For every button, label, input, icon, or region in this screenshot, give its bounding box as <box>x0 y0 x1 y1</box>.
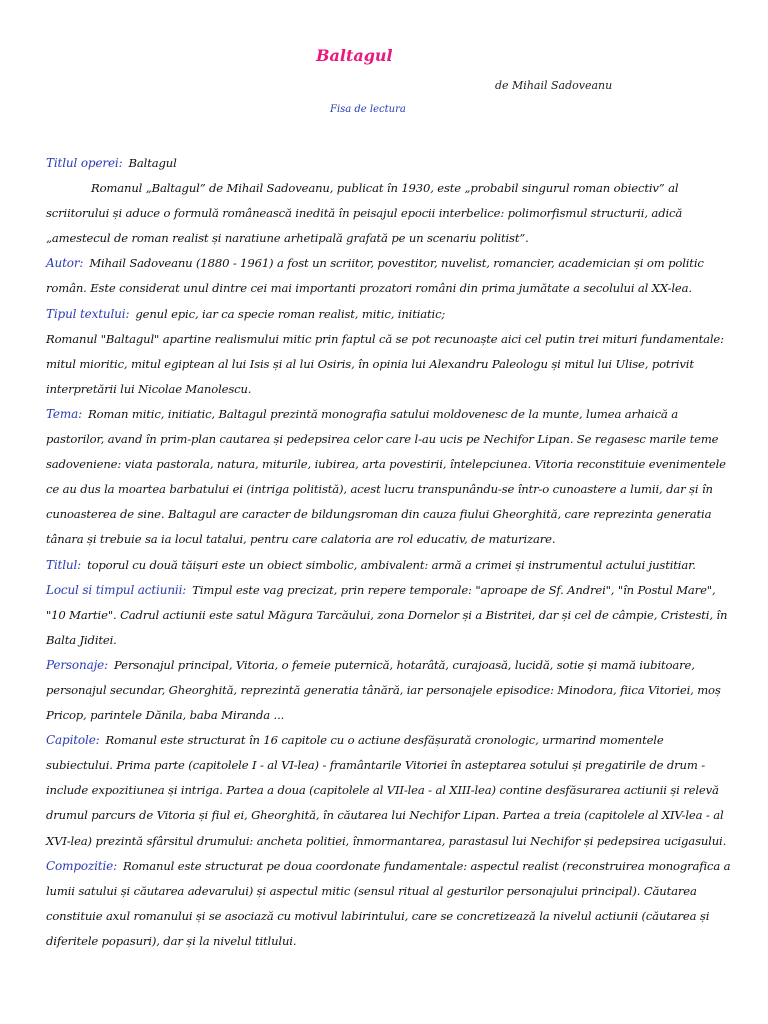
section-tipul-textului <box>46 302 732 327</box>
section-personaje <box>46 653 732 728</box>
section-compozitie <box>46 854 732 954</box>
document-author: de Mihail Sadoveanu <box>495 79 613 92</box>
label-autor: Autor: <box>46 256 84 271</box>
label-compozitie: Compozitie: <box>46 858 118 873</box>
label-locul: Locul si timpul actiunii: <box>46 582 187 597</box>
label-personaje: Personaje: <box>46 657 109 672</box>
section-titlul <box>46 553 732 578</box>
paragraph-intro: Romanul „Baltagul” de Mihail Sadoveanu, publicat în 1930, este „probabil singurul roman obiectiv” al scriitorului și aduce o formulă românească inedită în peisajul epocii interbelice: polimorfismul structurii, adică „amestecul de roman realist și naratiune arhetipală grafată pe un scenariu politist”. <box>46 181 683 246</box>
section-tema <box>46 402 732 553</box>
section-autor <box>46 251 732 301</box>
text-tema: Roman mitic, initiatic, Baltagul prezintă monografia satului moldovenesc de la munte, lumea arhaică a pastorilor, avand în prim-plan cautarea și pedepsirea celor care l-au ucis pe Nechifor Lipan. Se regasesc marile teme sadoveniene: viata pastorala, natura, miturile, iubirea, arta povestirii, întelepciunea. Vitoria reconstituie evenimentele ce au dus la moartea barbatului ei (intriga politistă), acest lucru transpunându-se într-o cunoastere a lumii, dar și în cunoasterea de sine. Baltagul are caracter de bildungsroman din cauza fiului Gheorghită, care reprezinta generatia tânara și trebuie sa ia locul tatalui, pentru care calatoria are rol educativ, de maturizare. <box>46 406 726 547</box>
document-body <box>46 151 732 954</box>
text-personaje: Personajul principal, Vitoria, o femeie puternică, hotarâtă, curajoasă, lucidă, sotie și mamă iubitoare, personajul secundar, Gheorghită, reprezintă generatia tânără, iar personajele episodice: Minodora, fiica Vitoriei, moș Pricop, parintele Dănila, baba Miranda ... <box>46 657 721 723</box>
document-title: Baltagul <box>316 46 393 65</box>
label-capitole: Capitole: <box>46 733 100 748</box>
text-locul: Timpul este vag precizat, prin repere temporale: "aproape de Sf. Andrei", "în Postul Mare", "10 Martie". Cadrul actiunii este satul Măgura Tarcăului, zona Dornelor și a Bistritei, dar și cel de câmpie, Cristesti, în Balta Jiditei. <box>46 582 728 647</box>
text-autor: Mihail Sadoveanu (1880 - 1961) a fost un scriitor, povestitor, nuvelist, romancier, academician și om politic român. Este considerat unul dintre cei mai importanti prozatori români din prima jumătate a secolului al XX-lea. <box>46 256 704 296</box>
label-tipul-textului: Tipul textului: <box>46 306 130 321</box>
label-titlul: Titlul: <box>46 557 82 572</box>
text-capitole: Romanul este structurat în 16 capitole cu o actiune desfășurată cronologic, urmarind momentele subiectului. Prima parte (capitolele I - al VI-lea) - framântarile Vitoriei în asteptarea sotului și pregatirile de drum - include expozitiunea și intriga. Partea a doua (capitolele al VII-lea - al XIII-lea) contine desfăsurarea actiunii și relevă drumul parcurs de Vitoria și fiul ei, Gheorghită, în căutarea lui Nechifor Lipan. Partea a treia (capitolele al XIV-lea - al XVI-lea) prezintă sfârsitul drumului: ancheta politiei, înmormantarea, parastasul lui Nechifor și pedepsirea ucigasului. <box>46 733 727 848</box>
section-titlu-operei <box>46 151 732 176</box>
text-tipul-textului: genul epic, iar ca specie roman realist, mitic, initiatic; <box>135 306 446 321</box>
section-locul <box>46 578 732 653</box>
document-subtitle: Fisa de lectura <box>330 104 406 115</box>
label-tema: Tema: <box>46 406 83 421</box>
text-titlu-operei: Baltagul <box>128 156 177 170</box>
text-titlul: toporul cu două tăișuri este un obiect simbolic, ambivalent: armă a crimei și instrumentul actului justitiar. <box>87 557 696 572</box>
label-titlu-operei: Titlul operei: <box>46 156 123 170</box>
section-capitole <box>46 728 732 853</box>
paragraph-mit: Romanul "Baltagul" apartine realismului mitic prin faptul că se pot recunoaște aici cel putin trei mituri fundamentale: mitul mioritic, mitul egiptean al lui Isis și al lui Osiris, în opinia lui Alexandru Paleologu și mitul lui Ulise, potrivit interpretării lui Nicolae Manolescu. <box>46 331 724 396</box>
text-compozitie: Romanul este structurat pe doua coordonate fundamentale: aspectul realist (reconstruirea monografica a lumii satului și căutarea adevarului) și aspectul mitic (sensul ritual al gesturilor personajului principal). Căutarea constituie axul romanului și se asociază cu motivul labirintului, care se concretizează la nivelul actiunii (căutarea și diferitele popasuri), dar și la nivelul titlului. <box>46 858 731 948</box>
